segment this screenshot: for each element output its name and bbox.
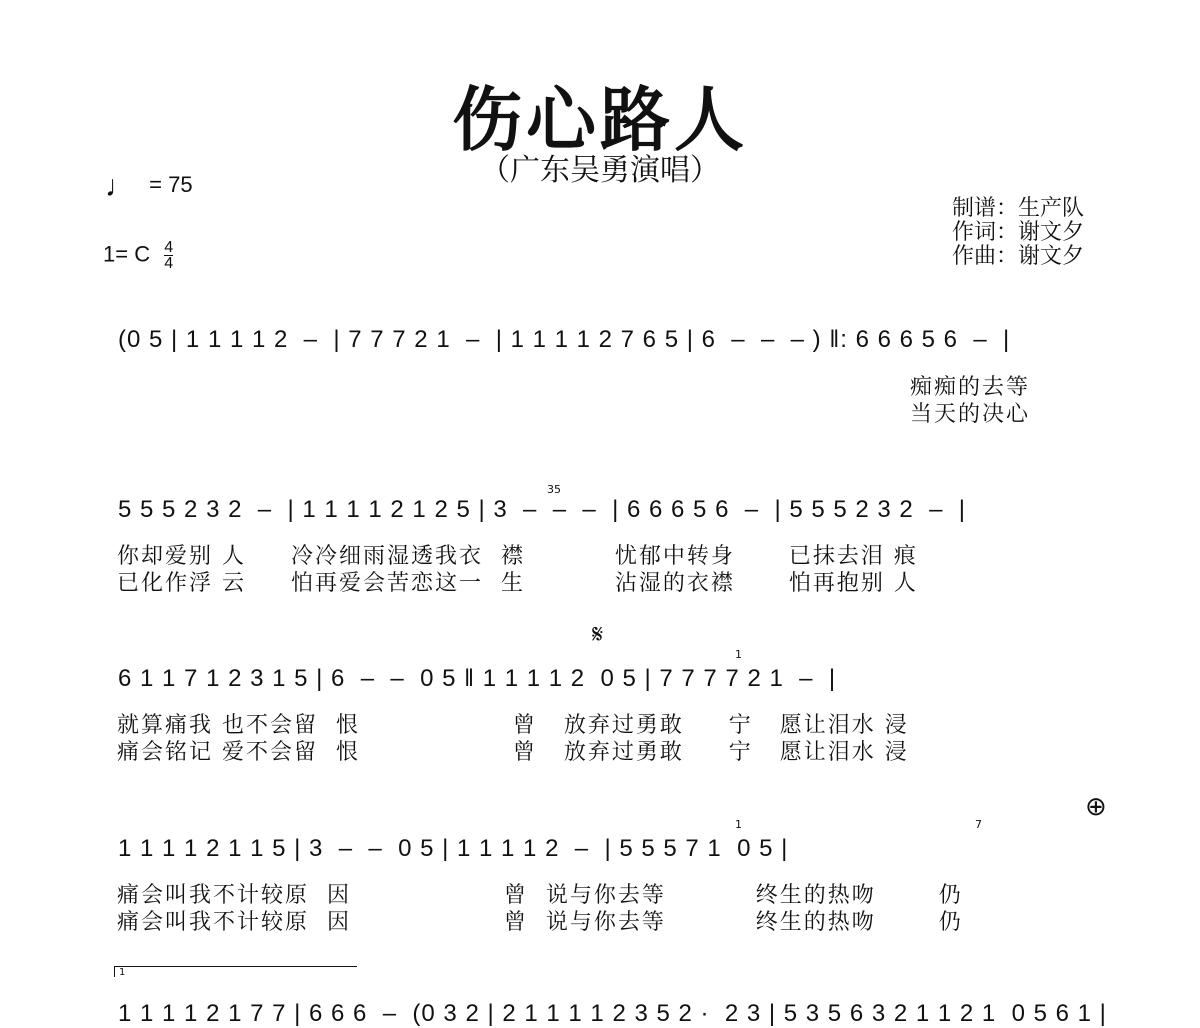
time-sig-top: 4: [164, 239, 174, 256]
score-line-2: 5 5 5 2 3 2 – | 1 1 1 1 2 1 2 5 | 3 – – – | 6 6 6 5 6 – | 5 5 5 2 3 2 – |: [118, 496, 967, 523]
score-line-4: 1 1 1 1 2 1 1 5 | 3 – – 0 5 | 1 1 1 1 2 – | 5 5 5 7 1 0 5 |: [118, 835, 789, 862]
key-signature: [103, 240, 173, 271]
segno-sign-icon: 𝄋: [592, 620, 604, 650]
tempo-value: = 75: [149, 172, 193, 197]
credit-lyricist: 作词：谢文夕: [952, 220, 1085, 245]
volta-bracket: [114, 966, 357, 977]
grace-note: 7: [975, 818, 982, 831]
lyrics-line-2-verse-1: 你却爱别 人 冷冷细雨湿透我衣 襟 忧郁中转身 已抹去泪 痕: [117, 544, 918, 569]
lyrics-line-3-verse-2: 痛会铭记 爱不会留 恨 曾 放弃过勇敢 宁 愿让泪水 浸: [117, 740, 909, 765]
score-line-1: (0 5 | 1 1 1 1 2 – | 7 7 7 2 1 – | 1 1 1 1 2 7 6 5 | 6 – – – ) ‖: 6 6 6 5 6 – |: [118, 326, 1011, 353]
key-label: 1= C: [103, 241, 151, 267]
volta-number: 1: [119, 967, 126, 978]
time-sig-bottom: 4: [164, 255, 174, 272]
grace-note: 1: [735, 648, 742, 661]
lyrics-line-1-verse-2: 当天的决心: [910, 402, 1031, 427]
grace-note: 1: [735, 818, 742, 831]
score-line-5: 1 1 1 1 2 1 7 7 | 6 6 6 – (0 3 2 | 2 1 1 1 1 2 3 5 2 · 2 3 | 5 3 5 6 3 2 1 1 2 1 0 5 6 1 |: [118, 1000, 1107, 1027]
credits-block: [952, 197, 1084, 269]
song-subtitle: （广东吴勇演唱）: [480, 153, 720, 188]
song-title: 伤心路人: [452, 79, 748, 161]
grace-note: 35: [547, 483, 561, 496]
credit-arranger: 制谱：生产队: [952, 196, 1085, 221]
lyrics-line-1-verse-1: 痴痴的去等: [910, 375, 1031, 400]
time-signature: [164, 240, 173, 271]
coda-sign-icon: ⊕: [1085, 792, 1107, 822]
lyrics-line-4-verse-1: 痛会叫我不计较原 因 曾 说与你去等 终生的热吻 仍: [117, 883, 963, 908]
quarter-note-icon: ♩: [105, 170, 135, 203]
credit-composer: 作曲：谢文夕: [952, 244, 1085, 269]
lyrics-line-4-verse-2: 痛会叫我不计较原 因 曾 说与你去等 终生的热吻 仍: [117, 910, 963, 935]
lyrics-line-2-verse-2: 已化作浮 云 怕再爱会苦恋这一 生 沾湿的衣襟 怕再抱别 人: [117, 571, 918, 596]
score-line-3: 6 1 1 7 1 2 3 1 5 | 6 – – 0 5 ‖ 1 1 1 1 2 0 5 | 7 7 7 7 2 1 – |: [118, 665, 837, 692]
tempo-marking: [105, 170, 193, 204]
lyrics-line-3-verse-1: 就算痛我 也不会留 恨 曾 放弃过勇敢 宁 愿让泪水 浸: [117, 713, 909, 738]
